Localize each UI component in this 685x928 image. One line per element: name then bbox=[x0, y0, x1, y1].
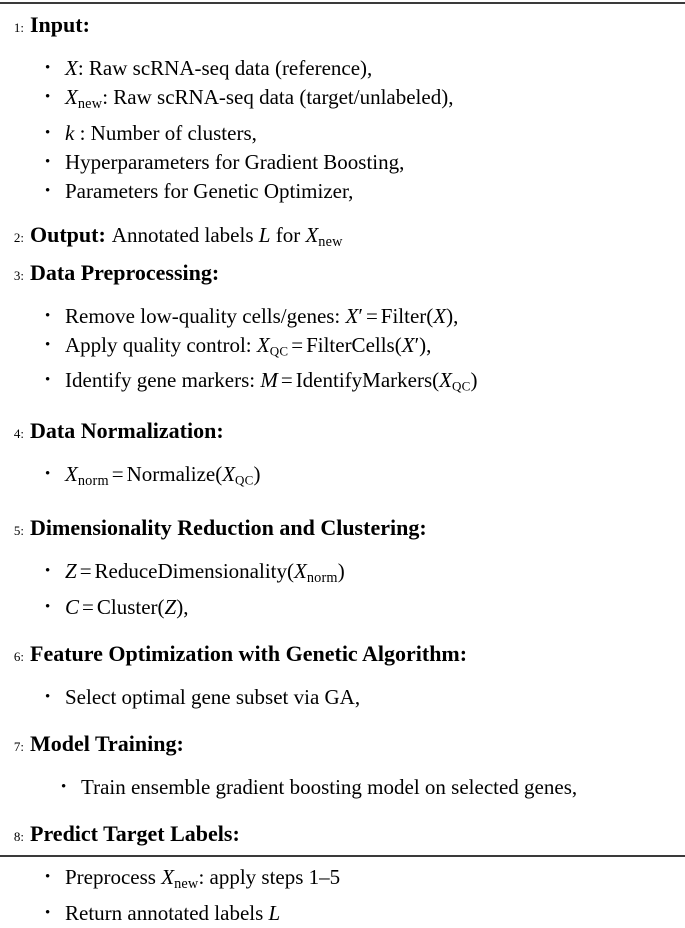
bullet-train-ensemble bbox=[0, 773, 685, 802]
bullet-dot-icon: • bbox=[61, 779, 67, 796]
step-5-bullet-list bbox=[0, 557, 685, 622]
bullet-cluster bbox=[0, 593, 685, 622]
bullet-input-hyperparams bbox=[0, 148, 685, 177]
step-title: Predict Target Labels: bbox=[30, 821, 240, 847]
algorithm-step-3 bbox=[0, 258, 685, 291]
step-3-bullet-list bbox=[0, 302, 685, 400]
symbol-x-subscript-new: new bbox=[318, 233, 343, 250]
bullet-reduce-dimensionality bbox=[0, 557, 685, 593]
symbol-equals: = bbox=[79, 559, 92, 584]
symbol-k: k bbox=[65, 120, 75, 145]
bullet-input-xnew bbox=[0, 83, 685, 119]
symbol-equals: = bbox=[111, 462, 124, 487]
step-8-bullet-list bbox=[0, 863, 685, 928]
bullet-dot-icon: • bbox=[45, 563, 51, 580]
bullet-dot-icon: • bbox=[45, 371, 51, 388]
bullet-text-end: ) bbox=[337, 559, 345, 584]
step-number: 8: bbox=[13, 829, 24, 845]
step-tail: Annotated labels L for $X_{new}$ bbox=[111, 222, 343, 250]
symbol-x-subscript-new: new bbox=[77, 95, 103, 112]
algorithm-step-7 bbox=[0, 729, 685, 762]
bullet-text: Hyperparameters for Gradient Boosting, bbox=[65, 149, 405, 174]
algorithm-step-4 bbox=[0, 416, 685, 449]
function-identifymarkers: IdentifyMarkers( bbox=[295, 367, 440, 392]
symbol-x: X bbox=[65, 462, 78, 487]
step-title: Dimensionality Reduction and Clustering: bbox=[30, 515, 427, 541]
symbol-x-subscript-new: new bbox=[174, 876, 199, 893]
function-cluster: Cluster( bbox=[96, 595, 165, 620]
algorithm-step-8 bbox=[0, 819, 685, 852]
bullet-preprocess-target bbox=[0, 863, 685, 899]
bullet-text-end: ) bbox=[470, 367, 478, 392]
step-7-bullet-list bbox=[0, 773, 685, 802]
bullet-identify-markers bbox=[0, 366, 685, 401]
step-number: 2: bbox=[13, 229, 24, 245]
symbol-equals: = bbox=[82, 595, 94, 620]
symbol-x: X bbox=[65, 56, 78, 80]
symbol-x: X bbox=[161, 865, 175, 890]
step-number: 7: bbox=[13, 739, 24, 755]
bullet-text-end: ), bbox=[446, 303, 459, 328]
algorithm-body bbox=[0, 4, 685, 928]
bullet-dot-icon: • bbox=[45, 466, 51, 483]
symbol-x: X bbox=[293, 559, 307, 584]
algorithm-step-5 bbox=[0, 513, 685, 546]
bullet-dot-icon: • bbox=[45, 905, 51, 922]
symbol-l: L bbox=[258, 222, 271, 247]
bullet-text: Identify gene markers: bbox=[65, 367, 261, 392]
bullet-input-x bbox=[0, 54, 685, 83]
bullet-text: Remove low-quality cells/genes: bbox=[65, 303, 346, 328]
symbol-equals: = bbox=[291, 332, 304, 357]
algorithm-step-6 bbox=[0, 639, 685, 672]
bullet-select-gene-subset bbox=[0, 683, 685, 712]
function-filtercells: FilterCells( bbox=[306, 332, 402, 357]
bullet-dot-icon: • bbox=[45, 182, 51, 199]
algorithm-step-2 bbox=[0, 220, 685, 257]
bullet-input-k bbox=[0, 119, 685, 148]
symbol-x-prime: X bbox=[401, 332, 415, 357]
bullet-dot-icon: • bbox=[45, 689, 51, 706]
bullet-dot-icon: • bbox=[45, 336, 51, 353]
bullet-text: Preprocess bbox=[65, 865, 162, 890]
bullet-dot-icon: • bbox=[45, 60, 51, 76]
symbol-prime: ′ bbox=[414, 332, 420, 357]
step-title: Data Preprocessing: bbox=[30, 259, 220, 285]
bullet-text: : Raw scRNA-seq data (target/unlabeled), bbox=[102, 85, 454, 109]
step-title: Model Training: bbox=[30, 731, 184, 757]
bullet-return-labels bbox=[0, 899, 685, 928]
symbol-x: X bbox=[256, 332, 270, 357]
bullet-dot-icon: • bbox=[45, 124, 51, 141]
step-number: 1: bbox=[13, 20, 24, 35]
step-4-bullet-list bbox=[0, 460, 685, 496]
step-title: Input: bbox=[30, 12, 90, 37]
step-title: Feature Optimization with Genetic Algorithm: bbox=[30, 641, 468, 667]
bullet-text: Parameters for Genetic Optimizer, bbox=[65, 178, 354, 203]
bullet-text-end: ), bbox=[176, 595, 189, 620]
bullet-input-ga-params bbox=[0, 177, 685, 206]
step-number: 6: bbox=[13, 649, 24, 665]
bullet-text: : Raw scRNA-seq data (reference), bbox=[77, 56, 373, 80]
symbol-x: X bbox=[305, 222, 319, 247]
symbol-x-subscript-qc: QC bbox=[235, 472, 254, 488]
symbol-x-subscript-norm: norm bbox=[77, 473, 109, 490]
bullet-apply-quality-control bbox=[0, 331, 685, 366]
bullet-text: Select optimal gene subset via GA, bbox=[65, 685, 361, 710]
function-filter: Filter( bbox=[380, 303, 434, 328]
bullet-text-end: : apply steps 1–5 bbox=[198, 865, 341, 890]
symbol-equals: = bbox=[365, 303, 378, 328]
bullet-dot-icon: • bbox=[45, 89, 51, 105]
bullet-remove-low-quality bbox=[0, 302, 685, 331]
bullet-text-end: ) bbox=[253, 462, 261, 487]
symbol-x-subscript-qc: QC bbox=[451, 378, 471, 394]
bullet-text: Return annotated labels bbox=[65, 901, 269, 926]
symbol-x: X bbox=[65, 85, 78, 109]
bullet-text-end: ), bbox=[419, 332, 432, 357]
symbol-l: L bbox=[268, 901, 281, 926]
bullet-dot-icon: • bbox=[45, 599, 51, 616]
bullet-text: Apply quality control: bbox=[65, 332, 257, 357]
step-6-bullet-list bbox=[0, 683, 685, 712]
step-number: 4: bbox=[13, 426, 24, 442]
symbol-x: X bbox=[433, 303, 447, 328]
symbol-c: C bbox=[65, 595, 80, 620]
symbol-m: M bbox=[260, 367, 278, 392]
bullet-dot-icon: • bbox=[45, 307, 51, 324]
symbol-x-prime: X bbox=[345, 303, 359, 328]
symbol-x: X bbox=[439, 367, 452, 392]
symbol-x-subscript-qc: QC bbox=[269, 343, 289, 359]
algorithm-block bbox=[0, 2, 685, 926]
symbol-x-subscript-norm: norm bbox=[306, 570, 338, 587]
algorithm-step-1 bbox=[0, 10, 685, 43]
bullet-normalize bbox=[0, 460, 685, 496]
step-number: 3: bbox=[13, 267, 24, 283]
algorithm-bottom-rule bbox=[0, 855, 685, 857]
step-1-bullet-list bbox=[0, 54, 685, 206]
symbol-equals: = bbox=[280, 367, 293, 392]
symbol-z: Z bbox=[65, 559, 77, 584]
bullet-text: Train ensemble gradient boosting model on selected genes, bbox=[81, 775, 578, 800]
symbol-z: Z bbox=[164, 595, 177, 620]
function-normalize: Normalize( bbox=[126, 462, 223, 487]
function-reducedimensionality: ReduceDimensionality( bbox=[94, 559, 294, 584]
step-title: Output: bbox=[30, 221, 106, 247]
step-number: 5: bbox=[13, 523, 24, 539]
symbol-prime: ′ bbox=[358, 303, 363, 328]
bullet-text: : Number of clusters, bbox=[74, 120, 257, 145]
bullet-dot-icon: • bbox=[45, 869, 51, 886]
bullet-dot-icon: • bbox=[45, 153, 51, 170]
step-title: Data Normalization: bbox=[30, 418, 224, 444]
symbol-x: X bbox=[222, 462, 236, 487]
